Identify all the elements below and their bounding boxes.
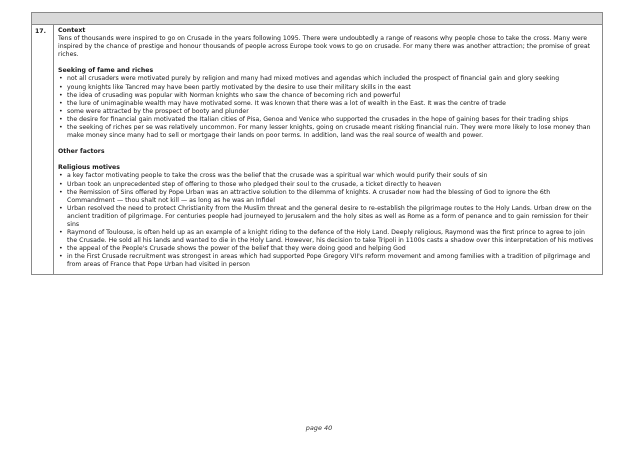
list-item: • a key factor motivating people to take the cross was the belief that the crusade was a spiritual war which would purify their souls of sin: [58, 172, 596, 180]
list-item: • some were attracted by the prospect of booty and plunder: [58, 108, 596, 116]
section-number: 17.: [32, 25, 54, 274]
list-item: • the desire for financial gain motivated the Italian cities of Pisa, Genoa and Venice who supported the crusades in the hope of gaining bases for their trading ships: [58, 116, 596, 124]
table-row: [32, 25, 602, 274]
list-item: • not all crusaders were motivated purely by religion and many had mixed motives and agendas which included the prospect of financial gain and glory seeking: [58, 75, 596, 83]
fame-riches-heading: Seeking of fame and riches: [58, 67, 154, 75]
list-item: • the Remission of Sins offered by Pope Urban was an attractive solution to the dilemma of knights. A crusader now had the blessing of God to ignore the 6th Commandment — thou shalt not kill — as long as he was an Infidel: [58, 189, 596, 205]
spacer: [58, 140, 596, 148]
page-number: page 40: [305, 424, 333, 432]
list-item: • the lure of unimaginable wealth may have motivated some. It was known that there was a lot of wealth in the East. It was the centre of trade: [58, 100, 596, 108]
spacer: [58, 59, 596, 67]
fame-riches-list: [58, 75, 596, 140]
context-paragraph: Tens of thousands were inspired to go on Crusade in the years following 1095. There were undoubtedly a range of reasons why people chose to take the cross. Many were inspired by the chance of prestige and honour thousands of people across Europe took vows to go on crusade. For many there was another attraction; the promise of great riches.: [58, 35, 591, 59]
table-header-row: [32, 13, 602, 25]
list-item: • Urban resolved the need to protect Christianity from the Muslim threat and the general desire to re-establish the pilgrimage routes to the Holy Lands. Urban drew on the ancient tradition of pilgrimage. For centuries people had journeyed to Jerusalem and the holy sites as well as Rome as a form of penance and to gain remission for their sins: [58, 205, 596, 229]
list-item: • the seeking of riches per se was relatively uncommon. For many lesser knights, going on crusade meant risking financial ruin. They were more likely to lose money than make money since many had to sell or mortgage their lands on poor terms. In addition, land was the real source of wealth and power.: [58, 124, 596, 140]
religious-list: [58, 172, 596, 269]
list-item: • in the First Crusade recruitment was strongest in areas which had supported Pope Gregory VII's reform movement and among families with a tradition of pilgrimage and from areas of France that Pope Urban had visited in person: [58, 253, 596, 269]
context-heading: Context: [58, 27, 86, 34]
spacer: [58, 156, 596, 164]
list-item: • Urban took an unprecedented step of offering to those who pledged their soul to the crusade, a ticket directly to heaven: [58, 181, 596, 189]
list-item: • young knights like Tancred may have been partly motivated by the desire to use their military skills in the east: [58, 84, 596, 92]
section-content: [54, 25, 602, 274]
other-factors-heading: Other factors: [58, 148, 105, 156]
list-item: • the appeal of the People's Crusade shows the power of the belief that they were doing good and helping God: [58, 245, 596, 253]
religious-heading: Religious motives: [58, 164, 120, 172]
content-table: [31, 12, 603, 275]
list-item: • the idea of crusading was popular with Norman knights who saw the chance of becoming rich and powerful: [58, 92, 596, 100]
list-item: • Raymond of Toulouse, is often held up as an example of a knight riding to the defence of the Holy Land. Deeply religious, Raymond was the first prince to agree to join the Crusade. He sold all his lands and wanted to die in the Holy Land. However, his decision to take Tripoli in 1100s casts a shadow over this interpretation of his motives: [58, 229, 596, 245]
